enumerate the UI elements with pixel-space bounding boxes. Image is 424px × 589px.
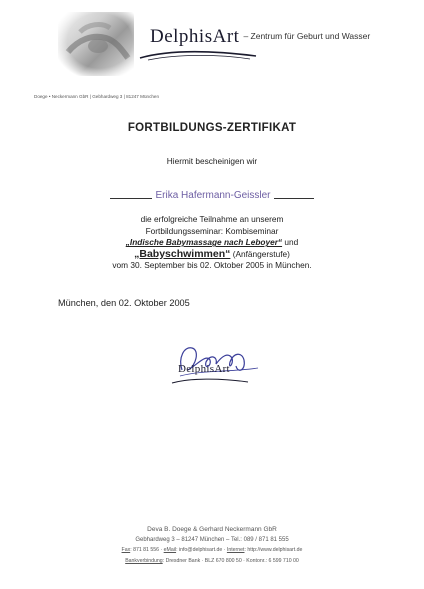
name-rule-right [274, 198, 314, 199]
place-and-date: München, den 02. Oktober 2005 [58, 298, 190, 308]
footer-company: Deva B. Doege & Gerhard Neckermann GbR [147, 526, 277, 533]
text-line-4 [0, 249, 424, 261]
text-und: und [282, 237, 299, 248]
email-label: eMail [163, 547, 177, 553]
course-babyschwimmen: „Babyschwimmen“ [134, 247, 231, 260]
delphisart-logo [150, 26, 370, 48]
recipient-name: Erika Hafermann-Geissler [155, 190, 271, 201]
logo-text: DelphisArt [150, 26, 240, 47]
internet-label: Internet [226, 547, 245, 553]
bank-label: Bankverbindung [125, 558, 163, 564]
fax-number: : 871 81 556 · [130, 547, 164, 553]
text-line-1: die erfolgreiche Teilnahme an unserem [140, 214, 284, 224]
header-small-address: Doege • Neckermann GbR | Gebhardweg 3 | 81247 München [34, 94, 160, 99]
footer-address: Gebhardweg 3 – 81247 München – Tel.: 089 / 871 81 555 [135, 537, 289, 543]
signature-logo: DelphisArt [178, 363, 230, 375]
recipient-name-line [0, 190, 424, 201]
certificate-text [0, 214, 424, 272]
text-dates: vom 30. September bis 02. Oktober 2005 in München. [112, 260, 312, 271]
course-babymassage: „Indische Babymassage nach Leboyer“ [125, 237, 283, 248]
certificate-title: FORTBILDUNGS-ZERTIFIKAT [127, 122, 297, 134]
fax-label: Fax [121, 547, 131, 553]
course-level: (Anfängerstufe) [230, 248, 290, 259]
text-line-2: Fortbildungsseminar: Kombiseminar [145, 225, 279, 236]
certificate-intro: Hiermit bescheinigen wir [166, 156, 258, 166]
header-photo [58, 12, 134, 76]
logo-tagline: – Zentrum für Geburt und Wasser [243, 31, 371, 41]
email-address[interactable]: : info@delphisart.de · [176, 547, 227, 553]
signature-swoosh-icon [170, 376, 250, 386]
bank-details: : Dresdner Bank · BLZ 670 800 50 · Kontonr.: 6 599 710 00 [162, 558, 299, 564]
footer-contact [0, 545, 424, 555]
name-rule-left [110, 198, 152, 199]
internet-url[interactable]: : http://www.delphisart.de [244, 547, 303, 553]
footer-bank [0, 556, 424, 566]
logo-swoosh-icon [138, 48, 258, 62]
